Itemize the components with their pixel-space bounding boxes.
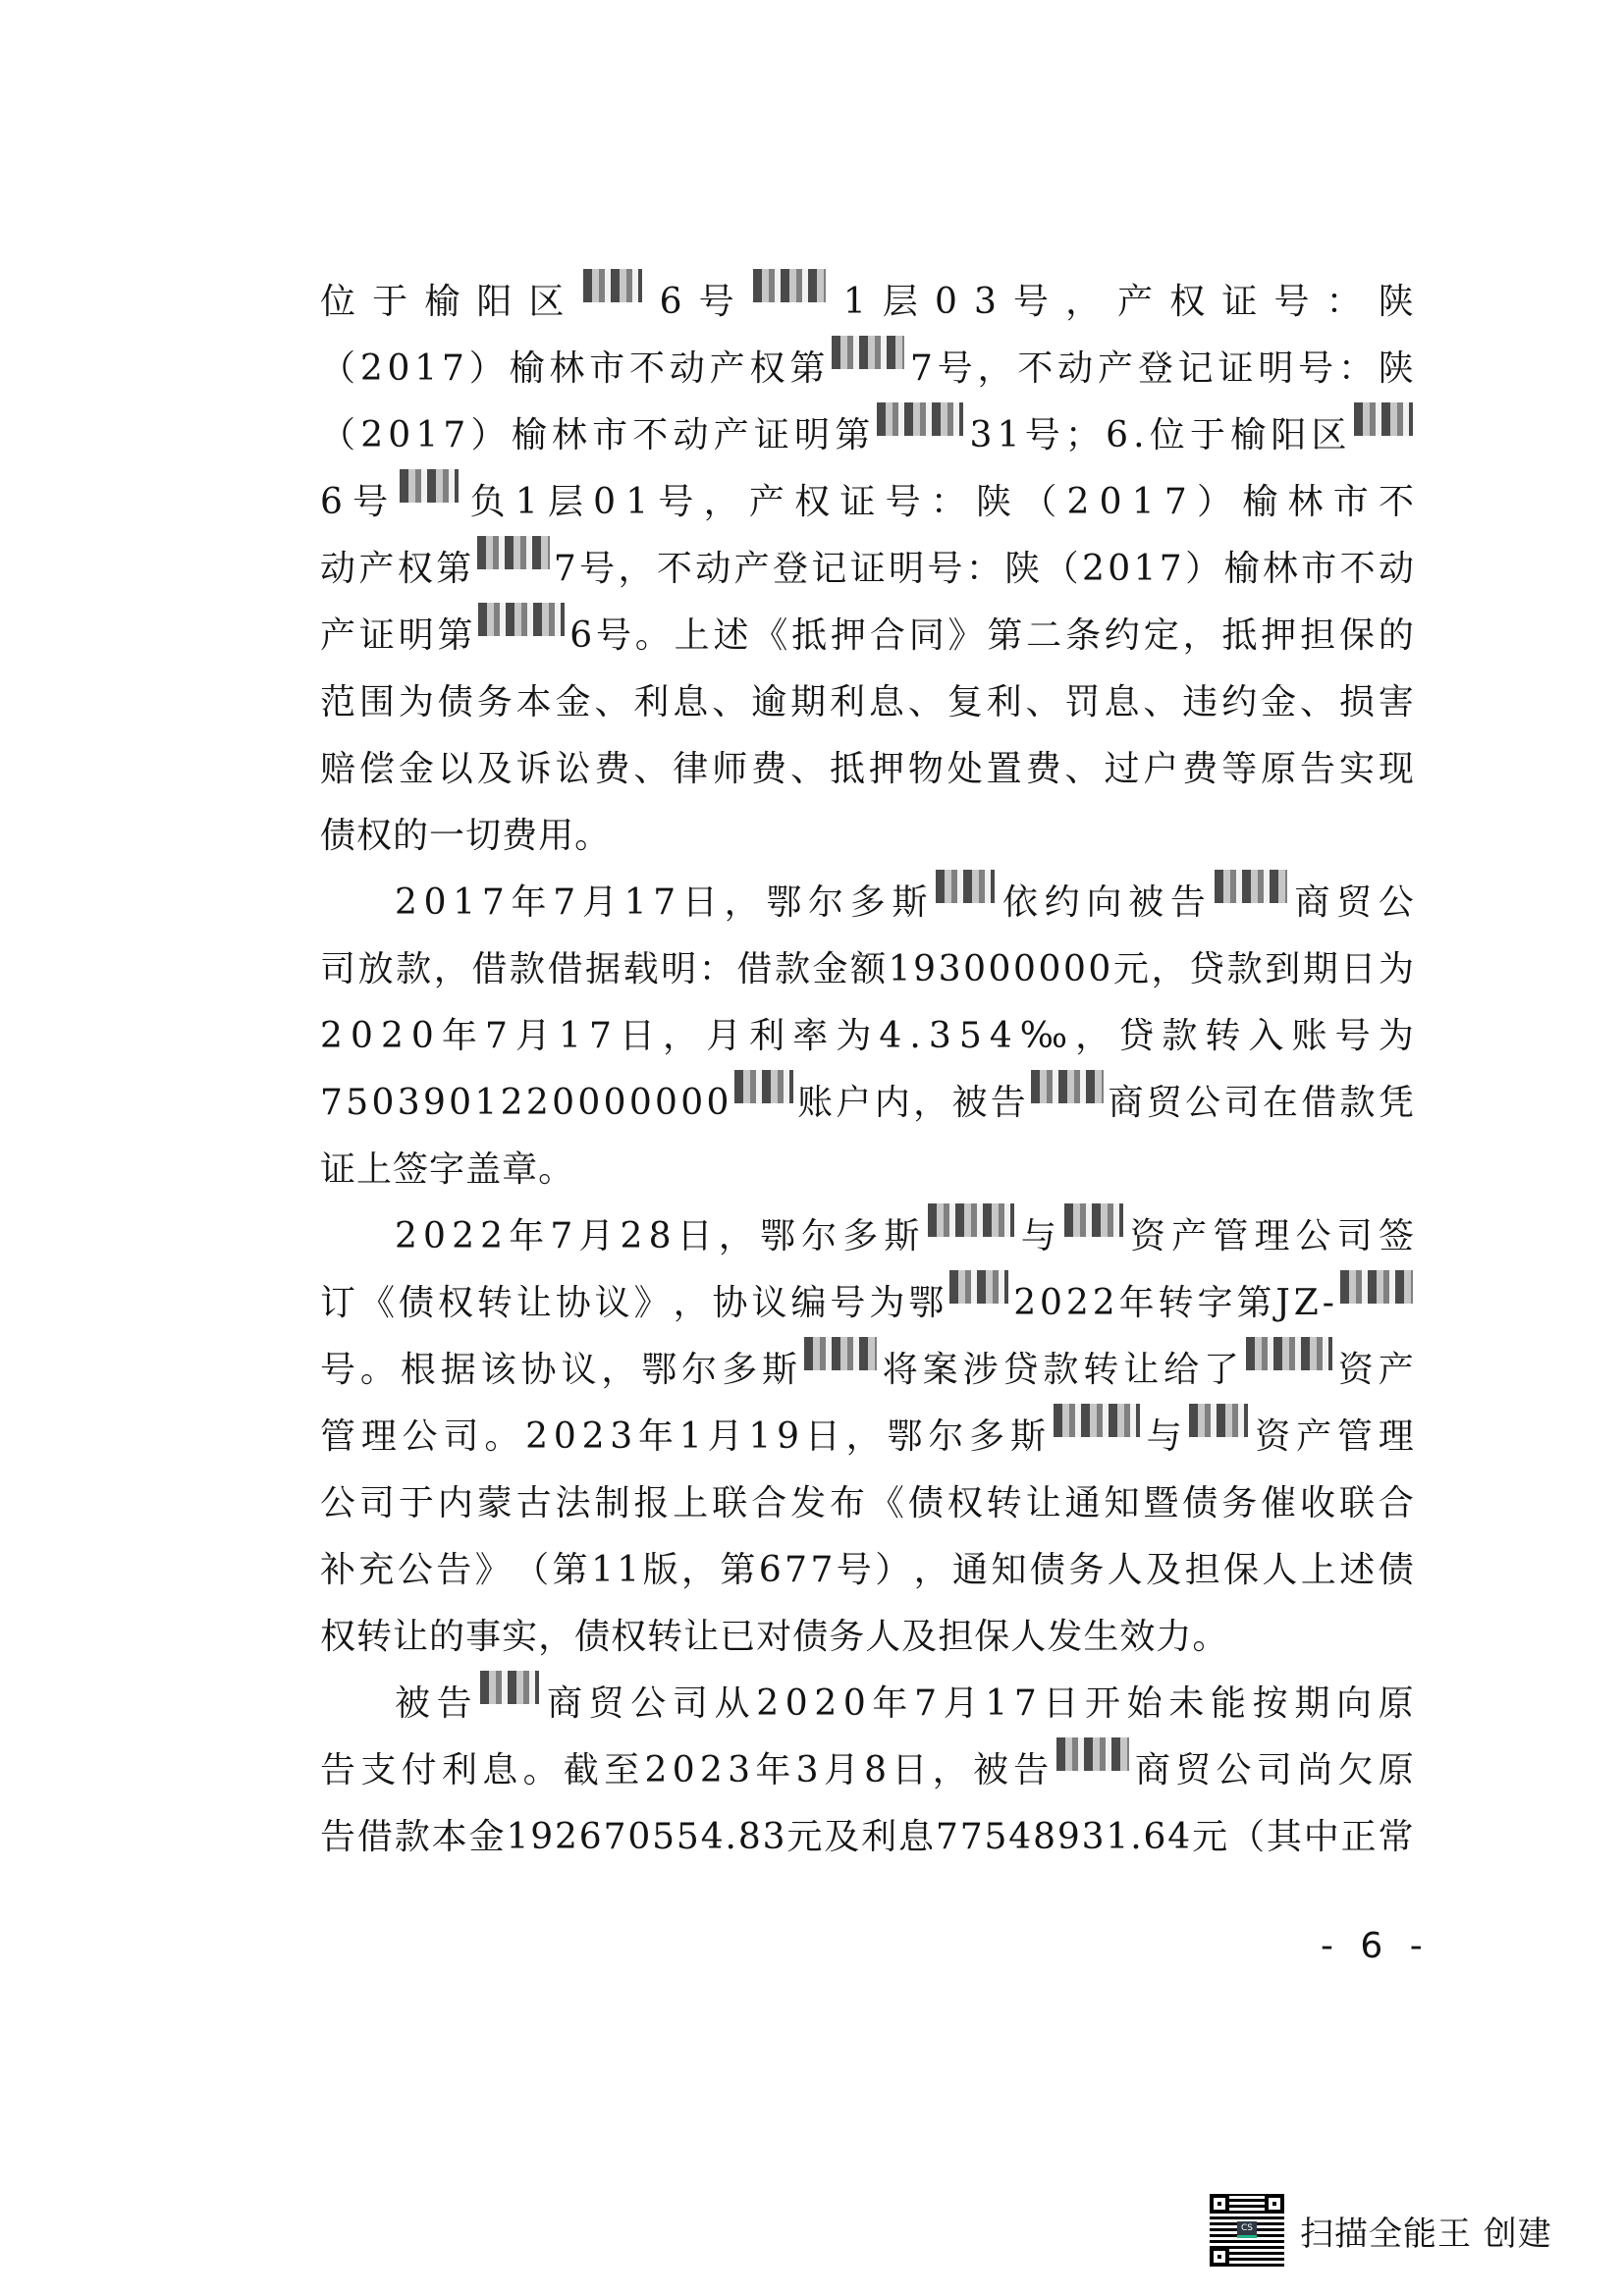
qr-code-icon <box>1210 2194 1284 2267</box>
page-number: - 6 - <box>1321 1926 1431 1966</box>
text-line: 告 支 付 利 息 。 截 至 2 0 2 3 年 3 月 8 日 ， 被 告 商 贸 公 司 尚 欠 原 <box>320 1737 1415 1804</box>
redaction-mosaic <box>478 603 565 636</box>
redaction-mosaic <box>753 269 826 302</box>
text-line: 2 0 1 7 年 7 月 1 7 日 ， 鄂 尔 多 斯 依 约 向 被 告 商 贸 公 <box>320 870 1415 936</box>
text-line: 2 0 2 2 年 7 月 2 8 日 ， 鄂 尔 多 斯 与 资 产 管 理 公 司 签 <box>320 1203 1415 1270</box>
text-line: （ 2 0 1 7 ） 榆 林 市 不 动 产 权 第 7 号 ， 不 动 产 登 记 证 明 号 ： 陕 <box>320 336 1415 402</box>
text-line: 补 充 公 告 》 （ 第 1 1 版 ， 第 6 7 7 号 ） ， 通 知 债 务 人 及 担 保 人 上 述 债 <box>320 1550 1415 1590</box>
text-line: 7 5 0 3 9 0 1 2 2 0 0 0 0 0 0 0 账 户 内 ， 被 告 商 贸 公 司 在 借 款 凭 <box>320 1070 1415 1137</box>
text-line: 6 号 负 1 层 0 1 号 ， 产 权 证 号 ： 陕 （ 2 0 1 7 ） 榆 林 市 不 <box>320 469 1415 536</box>
text-line: 2 0 2 0 年 7 月 1 7 日 ， 月 利 率 为 4 . 3 5 4 ‰ ， 贷 款 转 入 账 号 为 <box>320 1016 1415 1056</box>
redaction-mosaic <box>1340 1270 1413 1304</box>
redaction-mosaic <box>1064 1203 1123 1237</box>
text-line: （ 2 0 1 7 ） 榆 林 市 不 动 产 证 明 第 3 1 号 ； 6 . 位 于 榆 阳 区 <box>320 402 1415 469</box>
redaction-mosaic <box>734 1070 793 1103</box>
text-line: 债 权 的 一 切 费 用 。 <box>320 816 612 856</box>
body-text <box>320 269 1415 1871</box>
redaction-mosaic <box>949 1270 1008 1304</box>
redaction-mosaic <box>400 469 459 503</box>
camscanner-watermark <box>1210 2194 1552 2267</box>
text-line: 赔 偿 金 以 及 诉 讼 费 、 律 师 费 、 抵 押 物 处 置 费 、 过 户 费 等 原 告 实 现 <box>320 749 1415 789</box>
redaction-mosaic <box>1054 1404 1140 1437</box>
text-line: 公 司 于 内 蒙 古 法 制 报 上 联 合 发 布 《 债 权 转 让 通 知 暨 债 务 催 收 联 合 <box>320 1483 1415 1523</box>
text-line: 范 围 为 债 务 本 金 、 利 息 、 逾 期 利 息 、 复 利 、 罚 息 、 违 约 金 、 损 害 <box>320 682 1415 722</box>
text-line: 司 放 款 ， 借 款 借 据 载 明 ： 借 款 金 额 1 9 3 0 0 0 0 0 0 元 ， 贷 款 到 期 日 为 <box>320 949 1415 989</box>
text-line: 位 于 榆 阳 区 6 号 1 层 0 3 号 ， 产 权 证 号 ： 陕 <box>320 269 1415 336</box>
redaction-mosaic <box>1246 1337 1332 1370</box>
redaction-mosaic <box>583 269 642 302</box>
redaction-mosaic <box>832 336 904 369</box>
text-line: 动 产 权 第 7 号 ， 不 动 产 登 记 证 明 号 ： 陕 （ 2 0 1 7 ） 榆 林 市 不 动 <box>320 536 1415 603</box>
redaction-mosaic <box>804 1337 877 1370</box>
text-line: 证 上 签 字 盖 章 。 <box>320 1149 575 1190</box>
redaction-mosaic <box>1354 402 1413 436</box>
text-line: 管 理 公 司 。 2 0 2 3 年 1 月 1 9 日 ， 鄂 尔 多 斯 与 资 产 管 理 <box>320 1404 1415 1470</box>
watermark-text: 扫描全能王 创建 <box>1300 2214 1552 2254</box>
redaction-mosaic <box>936 870 995 903</box>
redaction-mosaic <box>928 1203 1014 1237</box>
redaction-mosaic <box>480 1671 539 1704</box>
text-line: 被 告 商 贸 公 司 从 2 0 2 0 年 7 月 1 7 日 开 始 未 能 按 期 向 原 <box>320 1671 1415 1737</box>
redaction-mosaic <box>877 402 963 436</box>
redaction-mosaic <box>1189 1404 1248 1437</box>
text-line: 订 《 债 权 转 让 协 议 》 ， 协 议 编 号 为 鄂 2 0 2 2 年 转 字 第 J Z - <box>320 1270 1415 1337</box>
text-line: 告 借 款 本 金 1 9 2 6 7 0 5 5 4 . 8 3 元 及 利 息 7 7 5 4 8 9 3 1 . 6 4 元 （ 其 中 正 常 <box>320 1817 1415 1857</box>
text-line: 号 。 根 据 该 协 议 ， 鄂 尔 多 斯 将 案 涉 贷 款 转 让 给 了 资 产 <box>320 1337 1415 1404</box>
redaction-mosaic <box>477 536 550 569</box>
text-line: 权 转 让 的 事 实 ， 债 权 转 让 已 对 债 务 人 及 担 保 人 发 生 效 力 。 <box>320 1617 1229 1657</box>
camscanner-logo-icon: CS <box>1237 2221 1257 2238</box>
redaction-mosaic <box>1031 1070 1104 1103</box>
redaction-mosaic <box>1215 870 1287 903</box>
redaction-mosaic <box>1056 1737 1129 1771</box>
text-line: 产 证 明 第 6 号 。 上 述 《 抵 押 合 同 》 第 二 条 约 定 ， 抵 押 担 保 的 <box>320 603 1415 669</box>
